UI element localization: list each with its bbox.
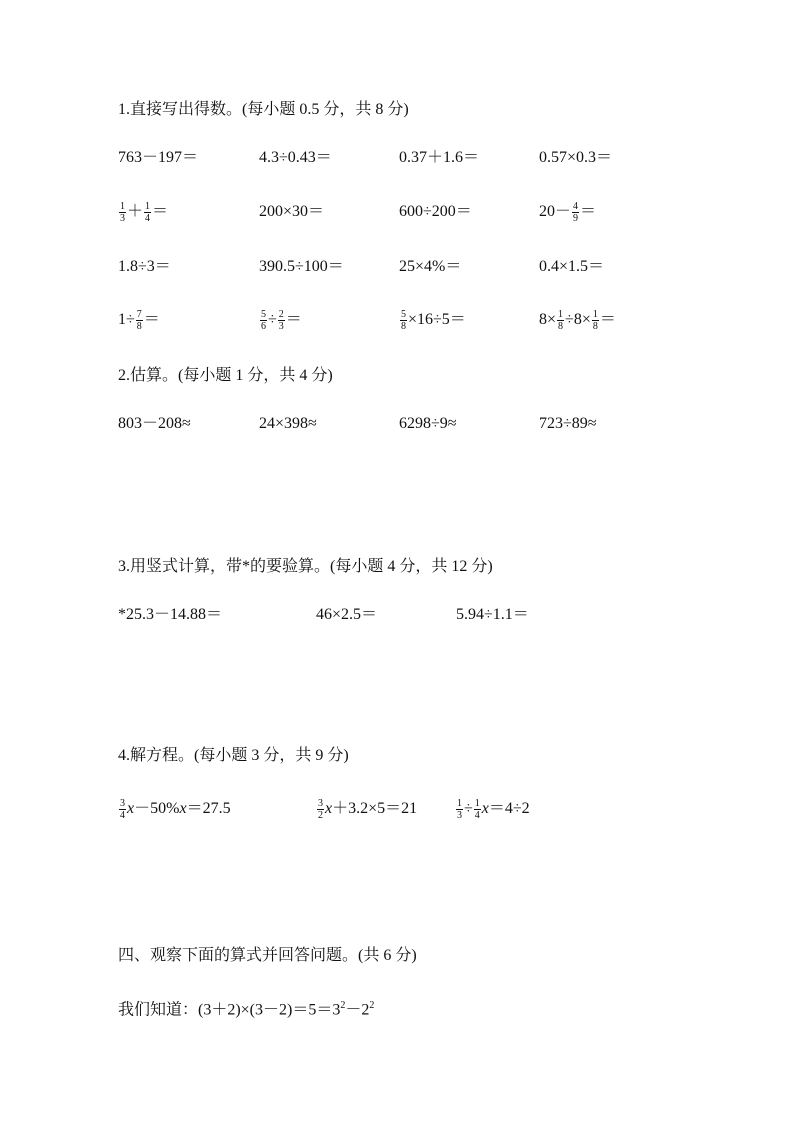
fraction: $\frac{1}{3}$ — [457, 797, 462, 821]
problem: $\frac{5}{8}$ ×16÷5＝ — [401, 308, 466, 332]
problem: 600÷200＝ — [399, 203, 472, 220]
known-identity: 我们知道：$(3+2)\times(3-2)=5=3^2-2^2$ — [118, 1000, 375, 1019]
fraction: $\frac{5}{6}$ — [261, 308, 266, 332]
problem: 6298÷9≈ — [399, 415, 457, 432]
problem: $\frac{1}{3}$ ＋ $\frac{1}{4}$ ＝ — [120, 200, 169, 224]
fraction: $\frac{2}{3}$ — [278, 308, 284, 332]
fraction: $\frac{1}{3}$ — [120, 200, 125, 224]
fraction: $\frac{3}{2}$ — [318, 797, 323, 821]
problem: 0.37＋1.6＝ — [399, 149, 480, 166]
problem: 1.8÷3＝ — [118, 258, 171, 275]
fraction: $\frac{1}{4}$ — [145, 200, 151, 224]
section-5-heading: 四、观察下面的算式并回答问题。(共 6 分) — [118, 947, 417, 964]
fraction: $\frac{4}{9}$ — [573, 200, 579, 224]
problem: 803－208≈ — [118, 415, 191, 432]
fraction: $\frac{1}{8}$ — [558, 308, 564, 332]
problem: 46×2.5＝ — [316, 606, 378, 623]
problem: 723÷89≈ — [539, 415, 597, 432]
fraction: $\frac{3}{4}$ — [120, 797, 125, 821]
problem: *25.3－14.88＝ — [118, 606, 223, 623]
equation: $\frac{1}{3}$ ÷ $\frac{1}{4}$ x＝4÷2 — [457, 797, 530, 821]
problem: 4.3÷0.43＝ — [259, 149, 332, 166]
problem: 8× $\frac{1}{8}$ ÷8× $\frac{1}{8}$ ＝ — [539, 308, 616, 332]
problem: 25×4%＝ — [399, 258, 462, 275]
section-1-heading: 1.直接写出得数。(每小题 0.5 分，共 8 分) — [118, 101, 409, 118]
fraction: $\frac{5}{8}$ — [401, 308, 406, 332]
problem: 0.57×0.3＝ — [539, 149, 613, 166]
section-2-heading: 2.估算。(每小题 1 分，共 4 分) — [118, 367, 333, 384]
section-3-heading: 3.用竖式计算，带*的要验算。(每小题 4 分，共 12 分) — [118, 558, 493, 575]
problem: 5.94÷1.1＝ — [456, 606, 529, 623]
problem: 763－197＝ — [118, 149, 199, 166]
section-4-heading: 4.解方程。(每小题 3 分，共 9 分) — [118, 747, 349, 764]
problem: 0.4×1.5＝ — [539, 258, 605, 275]
problem: 390.5÷100＝ — [259, 258, 344, 275]
equation: $\frac{3}{4}$ x－50%x＝27.5 — [120, 797, 231, 821]
fraction: $\frac{7}{8}$ — [136, 308, 142, 332]
problem: 1÷ $\frac{7}{8}$ ＝ — [118, 308, 160, 332]
fraction: $\frac{1}{4}$ — [474, 797, 480, 821]
equation: $\frac{3}{2}$ x＋3.2×5＝21 — [318, 797, 418, 821]
problem: 20－ $\frac{4}{9}$ ＝ — [539, 200, 597, 224]
problem: 200×30＝ — [259, 203, 325, 220]
problem: $\frac{5}{6}$ ÷ $\frac{2}{3}$ ＝ — [261, 308, 302, 332]
fraction: $\frac{1}{8}$ — [592, 308, 598, 332]
problem: 24×398≈ — [259, 415, 317, 432]
